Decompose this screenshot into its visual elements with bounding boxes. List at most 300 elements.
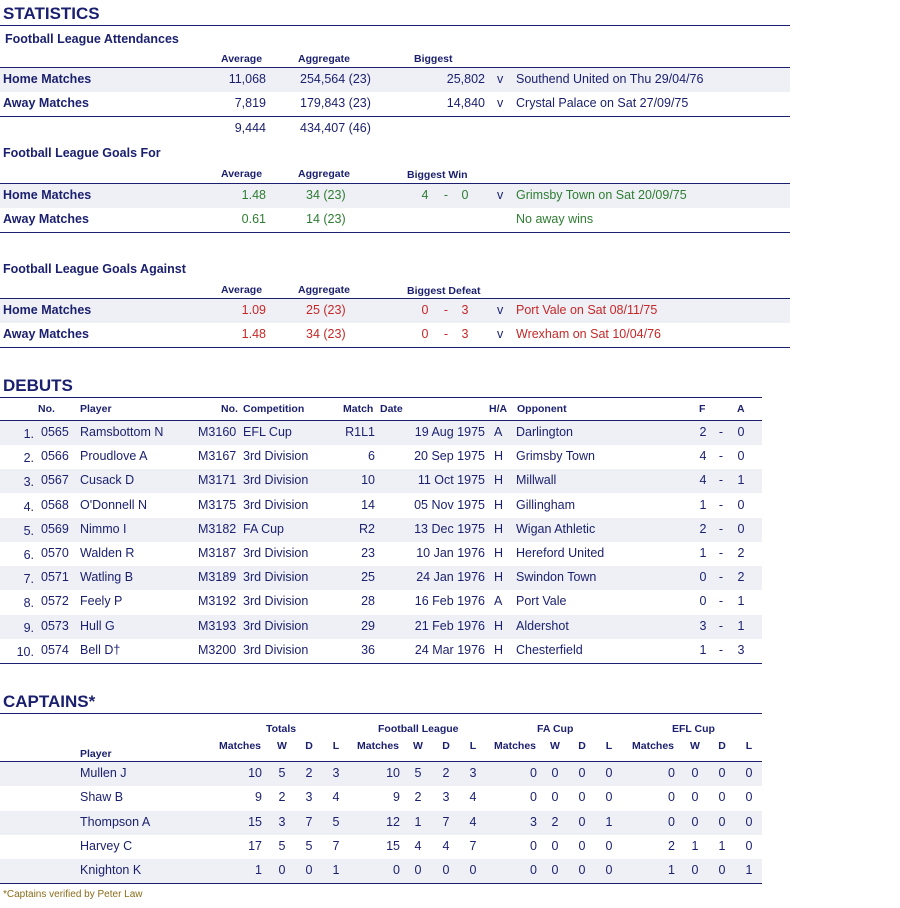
debut-competition: 3rd Division xyxy=(243,642,309,657)
statistics-title: STATISTICS xyxy=(3,4,100,23)
captain-stat: 0 xyxy=(745,838,753,853)
versus-label: v xyxy=(497,96,504,110)
debut-a-header: A xyxy=(737,403,745,415)
goals-for-row xyxy=(0,208,790,232)
captain-player: Harvey C xyxy=(80,838,133,853)
debut-row xyxy=(0,518,762,542)
debut-competition-header: Competition xyxy=(243,403,305,415)
captain-stat: 0 xyxy=(578,838,586,853)
debut-no-header: No. xyxy=(38,403,55,415)
debut-date: 16 Feb 1976 xyxy=(414,594,485,609)
goals-for-aggregate-header: Aggregate xyxy=(298,168,350,180)
captain-stat: 0 xyxy=(605,766,613,780)
debut-player: Nimmo I xyxy=(80,521,127,536)
captain-stat: 2 xyxy=(414,790,422,805)
debut-score-against: 0 xyxy=(737,521,745,536)
captains-group-efl-cup: EFL Cup xyxy=(672,723,715,735)
captain-stat: 10 xyxy=(386,766,400,780)
debut-index: 3. xyxy=(23,475,34,490)
debut-score-dash: - xyxy=(718,521,724,536)
captain-stat: 7 xyxy=(332,838,340,853)
captains-group-league: Football League xyxy=(378,723,459,735)
captain-stat: 0 xyxy=(305,863,313,878)
debut-index: 7. xyxy=(23,572,34,587)
captain-stat: 0 xyxy=(605,838,613,853)
attendance-total-aggregate: 434,407 (46) xyxy=(300,121,371,135)
row-label: Home Matches xyxy=(3,72,92,86)
row-label: Away Matches xyxy=(3,96,89,110)
debut-index: 1. xyxy=(23,427,34,441)
debut-score-for: 2 xyxy=(699,521,707,536)
captain-stat: 0 xyxy=(530,838,537,853)
captains-sub-header: Matches xyxy=(631,740,674,752)
captain-stat: 15 xyxy=(248,814,262,829)
captain-stat: 0 xyxy=(605,863,613,878)
debut-match-number: M3200 xyxy=(198,642,237,657)
debut-index: 2. xyxy=(23,451,34,466)
captains-sub-header: L xyxy=(605,740,613,752)
debut-match-number: M3171 xyxy=(198,473,237,488)
score-dash: - xyxy=(443,303,449,317)
debuts-title: DEBUTS xyxy=(3,376,73,395)
captain-stat: 4 xyxy=(469,790,477,805)
captain-stat: 2 xyxy=(305,766,313,780)
captains-group-fa-cup: FA Cup xyxy=(537,723,574,735)
debut-row xyxy=(0,566,762,590)
debut-opponent-header: Opponent xyxy=(517,403,567,415)
debut-opponent: Port Vale xyxy=(516,594,567,609)
divider xyxy=(0,347,790,348)
goals-against-row xyxy=(0,299,790,323)
goals-against-biggest-header: Biggest Defeat xyxy=(407,285,481,297)
debut-player: Walden R xyxy=(80,546,135,560)
captain-stat: 5 xyxy=(332,814,340,829)
debut-match-number: M3187 xyxy=(198,546,237,560)
captain-stat: 4 xyxy=(332,790,340,805)
divider xyxy=(0,232,790,233)
attendance-aggregate-header: Aggregate xyxy=(298,53,350,65)
captains-sub-header: Matches xyxy=(493,740,536,752)
debut-opponent: Gillingham xyxy=(516,497,576,512)
captain-stat: 0 xyxy=(551,790,559,805)
debut-score-against: 0 xyxy=(737,497,745,512)
debut-date: 19 Aug 1975 xyxy=(414,425,485,439)
aggregate-value: 179,843 (23) xyxy=(300,96,371,110)
debut-index: 10. xyxy=(16,644,34,659)
debut-date: 24 Jan 1976 xyxy=(416,570,485,585)
captain-stat: 1 xyxy=(668,863,675,878)
debut-home-away: A xyxy=(494,425,503,439)
aggregate-value: 34 (23) xyxy=(306,188,346,202)
debut-match: 28 xyxy=(361,594,375,609)
debut-date: 13 Dec 1975 xyxy=(414,521,485,536)
debut-player: Feely P xyxy=(80,594,123,609)
biggest-value: 14,840 xyxy=(446,96,485,110)
captain-player: Mullen J xyxy=(80,766,127,780)
debut-index: 5. xyxy=(23,523,34,538)
goals-for-title: Football League Goals For xyxy=(3,146,161,160)
debut-competition: 3rd Division xyxy=(243,497,309,512)
debut-player: Watling B xyxy=(80,570,134,585)
captain-stat: 7 xyxy=(442,814,450,829)
debut-home-away: H xyxy=(494,570,504,585)
captain-stat: 2 xyxy=(442,766,450,780)
debut-match-number: M3189 xyxy=(198,570,237,585)
debut-date: 24 Mar 1976 xyxy=(414,642,485,657)
captain-stat: 0 xyxy=(691,863,699,878)
debut-match: 23 xyxy=(361,546,375,560)
captain-stat: 0 xyxy=(578,863,586,878)
captain-stat: 0 xyxy=(578,790,586,805)
biggest-value: 25,802 xyxy=(446,72,485,86)
debut-date: 21 Feb 1976 xyxy=(414,618,485,633)
captain-stat: 0 xyxy=(442,863,450,878)
divider xyxy=(0,663,762,664)
row-label: Home Matches xyxy=(3,303,92,317)
captain-row xyxy=(0,762,762,786)
attendance-row xyxy=(0,92,790,116)
captain-stat: 0 xyxy=(530,766,537,780)
captain-stat: 4 xyxy=(442,838,450,853)
captain-stat: 1 xyxy=(332,863,340,878)
debut-score-dash: - xyxy=(718,642,724,657)
debut-f-header: F xyxy=(699,403,706,415)
captains-sub-header: D xyxy=(578,740,586,752)
versus-label: v xyxy=(497,72,504,86)
debut-index: 6. xyxy=(23,548,34,562)
score-against: 0 xyxy=(461,188,469,202)
biggest-detail: Crystal Palace on Sat 27/09/75 xyxy=(516,96,689,110)
captains-sub-header: W xyxy=(690,740,700,752)
captain-player: Shaw B xyxy=(80,790,124,805)
debut-opponent: Swindon Town xyxy=(516,570,597,585)
debut-row xyxy=(0,445,762,469)
captains-player-header: Player xyxy=(80,748,112,760)
debut-number: 0574 xyxy=(41,642,69,657)
captain-row xyxy=(0,786,762,810)
debut-number: 0568 xyxy=(41,497,69,512)
debut-competition: 3rd Division xyxy=(243,618,309,633)
debut-match-no-header: No. xyxy=(221,403,238,415)
attendance-row xyxy=(0,68,790,92)
debut-match-header: Match xyxy=(343,403,374,415)
debut-home-away: H xyxy=(494,642,504,657)
attendances-title: Football League Attendances xyxy=(5,32,179,46)
goals-for-biggest-header: Biggest Win xyxy=(407,169,468,181)
aggregate-value: 254,564 (23) xyxy=(300,72,371,86)
average-value: 1.48 xyxy=(241,188,266,202)
debut-match: R2 xyxy=(359,521,375,536)
debut-match: 29 xyxy=(361,618,375,633)
debut-opponent: Aldershot xyxy=(516,618,569,633)
debut-score-dash: - xyxy=(718,618,724,633)
debut-match: 6 xyxy=(368,449,375,464)
debut-score-dash: - xyxy=(718,594,724,609)
debut-opponent: Chesterfield xyxy=(516,642,583,657)
debut-competition: 3rd Division xyxy=(243,594,309,609)
captain-stat: 7 xyxy=(469,838,477,853)
row-label: Away Matches xyxy=(3,212,89,226)
average-value: 1.09 xyxy=(241,303,266,317)
captain-stat: 3 xyxy=(530,814,537,829)
debut-row xyxy=(0,494,762,518)
captain-stat: 1 xyxy=(691,838,699,853)
average-value: 1.48 xyxy=(241,327,266,341)
debut-number: 0569 xyxy=(41,521,69,536)
result-detail: No away wins xyxy=(516,212,594,226)
row-label: Home Matches xyxy=(3,188,92,202)
divider xyxy=(0,397,762,398)
debut-score-for: 2 xyxy=(699,425,707,439)
debut-home-away: H xyxy=(494,473,504,488)
captain-stat: 9 xyxy=(393,790,400,805)
debut-row xyxy=(0,542,762,566)
captains-sub-header: L xyxy=(469,740,477,752)
captain-stat: 0 xyxy=(530,790,537,805)
captain-stat: 2 xyxy=(668,838,675,853)
debut-player: Bell D† xyxy=(80,642,121,657)
divider xyxy=(0,713,762,714)
captain-stat: 0 xyxy=(718,814,726,829)
captain-stat: 3 xyxy=(442,790,450,805)
captain-row xyxy=(0,811,762,835)
average-value: 0.61 xyxy=(241,212,266,226)
attendance-biggest-header: Biggest xyxy=(414,53,453,65)
captain-stat: 2 xyxy=(278,790,286,805)
captain-stat: 0 xyxy=(691,766,699,780)
aggregate-value: 34 (23) xyxy=(306,327,346,341)
debut-score-dash: - xyxy=(718,546,724,560)
debut-match-number: M3167 xyxy=(198,449,237,464)
debut-number: 0565 xyxy=(41,425,69,439)
debut-player: O'Donnell N xyxy=(80,497,147,512)
debut-competition: 3rd Division xyxy=(243,449,309,464)
debut-score-dash: - xyxy=(718,473,724,488)
captain-stat: 0 xyxy=(578,814,586,829)
debut-row xyxy=(0,639,762,663)
captain-stat: 0 xyxy=(745,814,753,829)
captain-stat: 0 xyxy=(530,863,537,878)
debut-row xyxy=(0,469,762,493)
captain-row xyxy=(0,859,762,883)
debut-score-for: 4 xyxy=(699,449,707,464)
debut-player: Cusack D xyxy=(80,473,135,488)
debut-score-dash: - xyxy=(718,425,724,439)
captains-footnote: *Captains verified by Peter Law xyxy=(3,889,143,900)
debut-number: 0571 xyxy=(41,570,69,585)
captain-stat: 5 xyxy=(278,838,286,853)
captain-stat: 9 xyxy=(255,790,262,805)
debut-score-dash: - xyxy=(718,570,724,585)
attendance-total-average: 9,444 xyxy=(234,121,266,135)
debut-player: Proudlove A xyxy=(80,449,148,464)
debut-opponent: Wigan Athletic xyxy=(516,521,596,536)
debut-date-header: Date xyxy=(380,403,403,415)
captains-sub-header: L xyxy=(745,740,753,752)
debut-ha-header: H/A xyxy=(489,403,508,415)
debut-opponent: Millwall xyxy=(516,473,557,488)
debut-score-for: 1 xyxy=(699,497,707,512)
captain-stat: 0 xyxy=(393,863,400,878)
result-detail: Port Vale on Sat 08/11/75 xyxy=(516,303,658,317)
debut-opponent: Darlington xyxy=(516,425,573,439)
debut-score-for: 1 xyxy=(699,546,707,560)
captains-sub-header: W xyxy=(413,740,423,752)
debut-index: 9. xyxy=(23,620,34,635)
debut-player: Hull G xyxy=(80,618,115,633)
goals-against-title: Football League Goals Against xyxy=(3,262,186,276)
debut-competition: FA Cup xyxy=(243,521,284,536)
debut-row xyxy=(0,421,762,445)
captain-stat: 0 xyxy=(718,766,726,780)
captain-stat: 5 xyxy=(414,766,422,780)
versus-label: v xyxy=(497,303,504,317)
captain-stat: 0 xyxy=(278,863,286,878)
debut-home-away: H xyxy=(494,618,504,633)
debut-number: 0573 xyxy=(41,618,69,633)
debut-match-number: M3193 xyxy=(198,618,237,633)
divider xyxy=(0,883,762,884)
debut-score-against: 1 xyxy=(737,473,745,488)
debut-score-for: 4 xyxy=(699,473,707,488)
debut-home-away: H xyxy=(494,449,504,464)
debut-match-number: M3192 xyxy=(198,594,237,609)
debut-score-for: 0 xyxy=(699,594,707,609)
attendance-average-header: Average xyxy=(221,53,263,65)
captain-stat: 2 xyxy=(551,814,559,829)
captains-sub-header: D xyxy=(718,740,726,752)
debut-date: 11 Oct 1975 xyxy=(417,473,485,488)
captain-stat: 1 xyxy=(745,863,753,878)
debut-home-away: H xyxy=(494,521,504,536)
debut-index: 8. xyxy=(23,596,34,611)
debut-score-against: 3 xyxy=(737,642,745,657)
goals-for-average-header: Average xyxy=(221,168,263,180)
captain-stat: 1 xyxy=(605,814,613,829)
debut-number: 0567 xyxy=(41,473,69,488)
captain-stat: 0 xyxy=(745,790,753,805)
debut-date: 20 Sep 1975 xyxy=(414,449,485,464)
captain-stat: 0 xyxy=(551,766,559,780)
captains-sub-header: Matches xyxy=(218,740,261,752)
captain-stat: 12 xyxy=(386,814,400,829)
captain-stat: 1 xyxy=(414,814,422,829)
debut-player: Ramsbottom N xyxy=(80,425,164,439)
debut-match: R1L1 xyxy=(345,425,375,439)
captain-stat: 3 xyxy=(332,766,340,780)
debut-number: 0570 xyxy=(41,546,69,560)
score-dash: - xyxy=(443,188,449,202)
captain-stat: 3 xyxy=(305,790,313,805)
debut-score-for: 3 xyxy=(699,618,707,633)
debut-opponent: Grimsby Town xyxy=(516,449,595,464)
score-for: 4 xyxy=(421,188,429,202)
debut-match: 10 xyxy=(361,473,375,488)
debut-score-against: 0 xyxy=(737,449,745,464)
debut-match: 25 xyxy=(361,570,375,585)
versus-label: v xyxy=(497,188,504,202)
captain-stat: 0 xyxy=(605,790,613,805)
score-for: 0 xyxy=(421,327,429,341)
debut-index: 4. xyxy=(23,499,34,514)
captains-sub-header: W xyxy=(550,740,560,752)
captains-sub-header: Matches xyxy=(356,740,399,752)
captain-stat: 5 xyxy=(305,838,313,853)
captain-stat: 0 xyxy=(578,766,586,780)
result-detail: Grimsby Town on Sat 20/09/75 xyxy=(516,188,687,202)
captain-stat: 0 xyxy=(469,863,477,878)
debut-row xyxy=(0,615,762,639)
debut-match-number: M3160 xyxy=(198,425,237,439)
captain-stat: 0 xyxy=(414,863,422,878)
debut-home-away: H xyxy=(494,497,504,512)
debut-score-dash: - xyxy=(718,497,724,512)
captain-stat: 0 xyxy=(745,766,753,780)
captains-sub-header: L xyxy=(332,740,340,752)
debut-number: 0572 xyxy=(41,594,69,609)
score-against: 3 xyxy=(461,303,469,317)
result-detail: Wrexham on Sat 10/04/76 xyxy=(516,327,661,341)
captain-stat: 10 xyxy=(248,766,262,780)
captain-stat: 4 xyxy=(469,814,477,829)
debut-home-away: H xyxy=(494,546,504,560)
debut-competition: 3rd Division xyxy=(243,473,309,488)
captains-sub-header: W xyxy=(277,740,287,752)
captain-stat: 0 xyxy=(691,814,699,829)
debut-match-number: M3175 xyxy=(198,497,237,512)
goals-against-aggregate-header: Aggregate xyxy=(298,284,350,296)
captains-sub-header: D xyxy=(442,740,450,752)
captain-stat: 3 xyxy=(469,766,477,780)
captain-stat: 0 xyxy=(668,814,675,829)
divider xyxy=(0,25,790,26)
debut-match: 14 xyxy=(361,497,375,512)
captain-stat: 0 xyxy=(718,863,726,878)
debut-date: 10 Jan 1976 xyxy=(416,546,485,560)
goals-against-average-header: Average xyxy=(221,284,263,296)
score-against: 3 xyxy=(461,327,469,341)
captain-row xyxy=(0,835,762,859)
score-dash: - xyxy=(443,327,449,341)
debut-score-against: 2 xyxy=(737,546,745,560)
captain-stat: 3 xyxy=(278,814,286,829)
captain-stat: 0 xyxy=(551,863,559,878)
captains-group-totals: Totals xyxy=(266,723,297,735)
score-for: 0 xyxy=(421,303,429,317)
debut-score-for: 0 xyxy=(699,570,707,585)
average-value: 7,819 xyxy=(234,96,266,110)
debut-score-against: 1 xyxy=(737,618,745,633)
versus-label: v xyxy=(497,327,504,341)
divider xyxy=(0,116,790,117)
debut-score-against: 0 xyxy=(737,425,745,439)
average-value: 11,068 xyxy=(228,72,266,86)
captain-stat: 1 xyxy=(718,838,726,853)
captains-title: CAPTAINS* xyxy=(3,692,96,711)
debut-competition: EFL Cup xyxy=(243,425,292,439)
debut-competition: 3rd Division xyxy=(243,570,309,585)
debut-match-number: M3182 xyxy=(198,521,237,536)
debut-opponent: Hereford United xyxy=(516,546,605,560)
captain-stat: 7 xyxy=(305,814,313,829)
debut-score-against: 1 xyxy=(737,594,745,609)
captain-stat: 5 xyxy=(278,766,286,780)
captain-stat: 15 xyxy=(386,838,400,853)
goals-for-row xyxy=(0,184,790,208)
row-label: Away Matches xyxy=(3,327,89,341)
debut-home-away: A xyxy=(494,594,503,609)
captain-stat: 1 xyxy=(255,863,262,878)
